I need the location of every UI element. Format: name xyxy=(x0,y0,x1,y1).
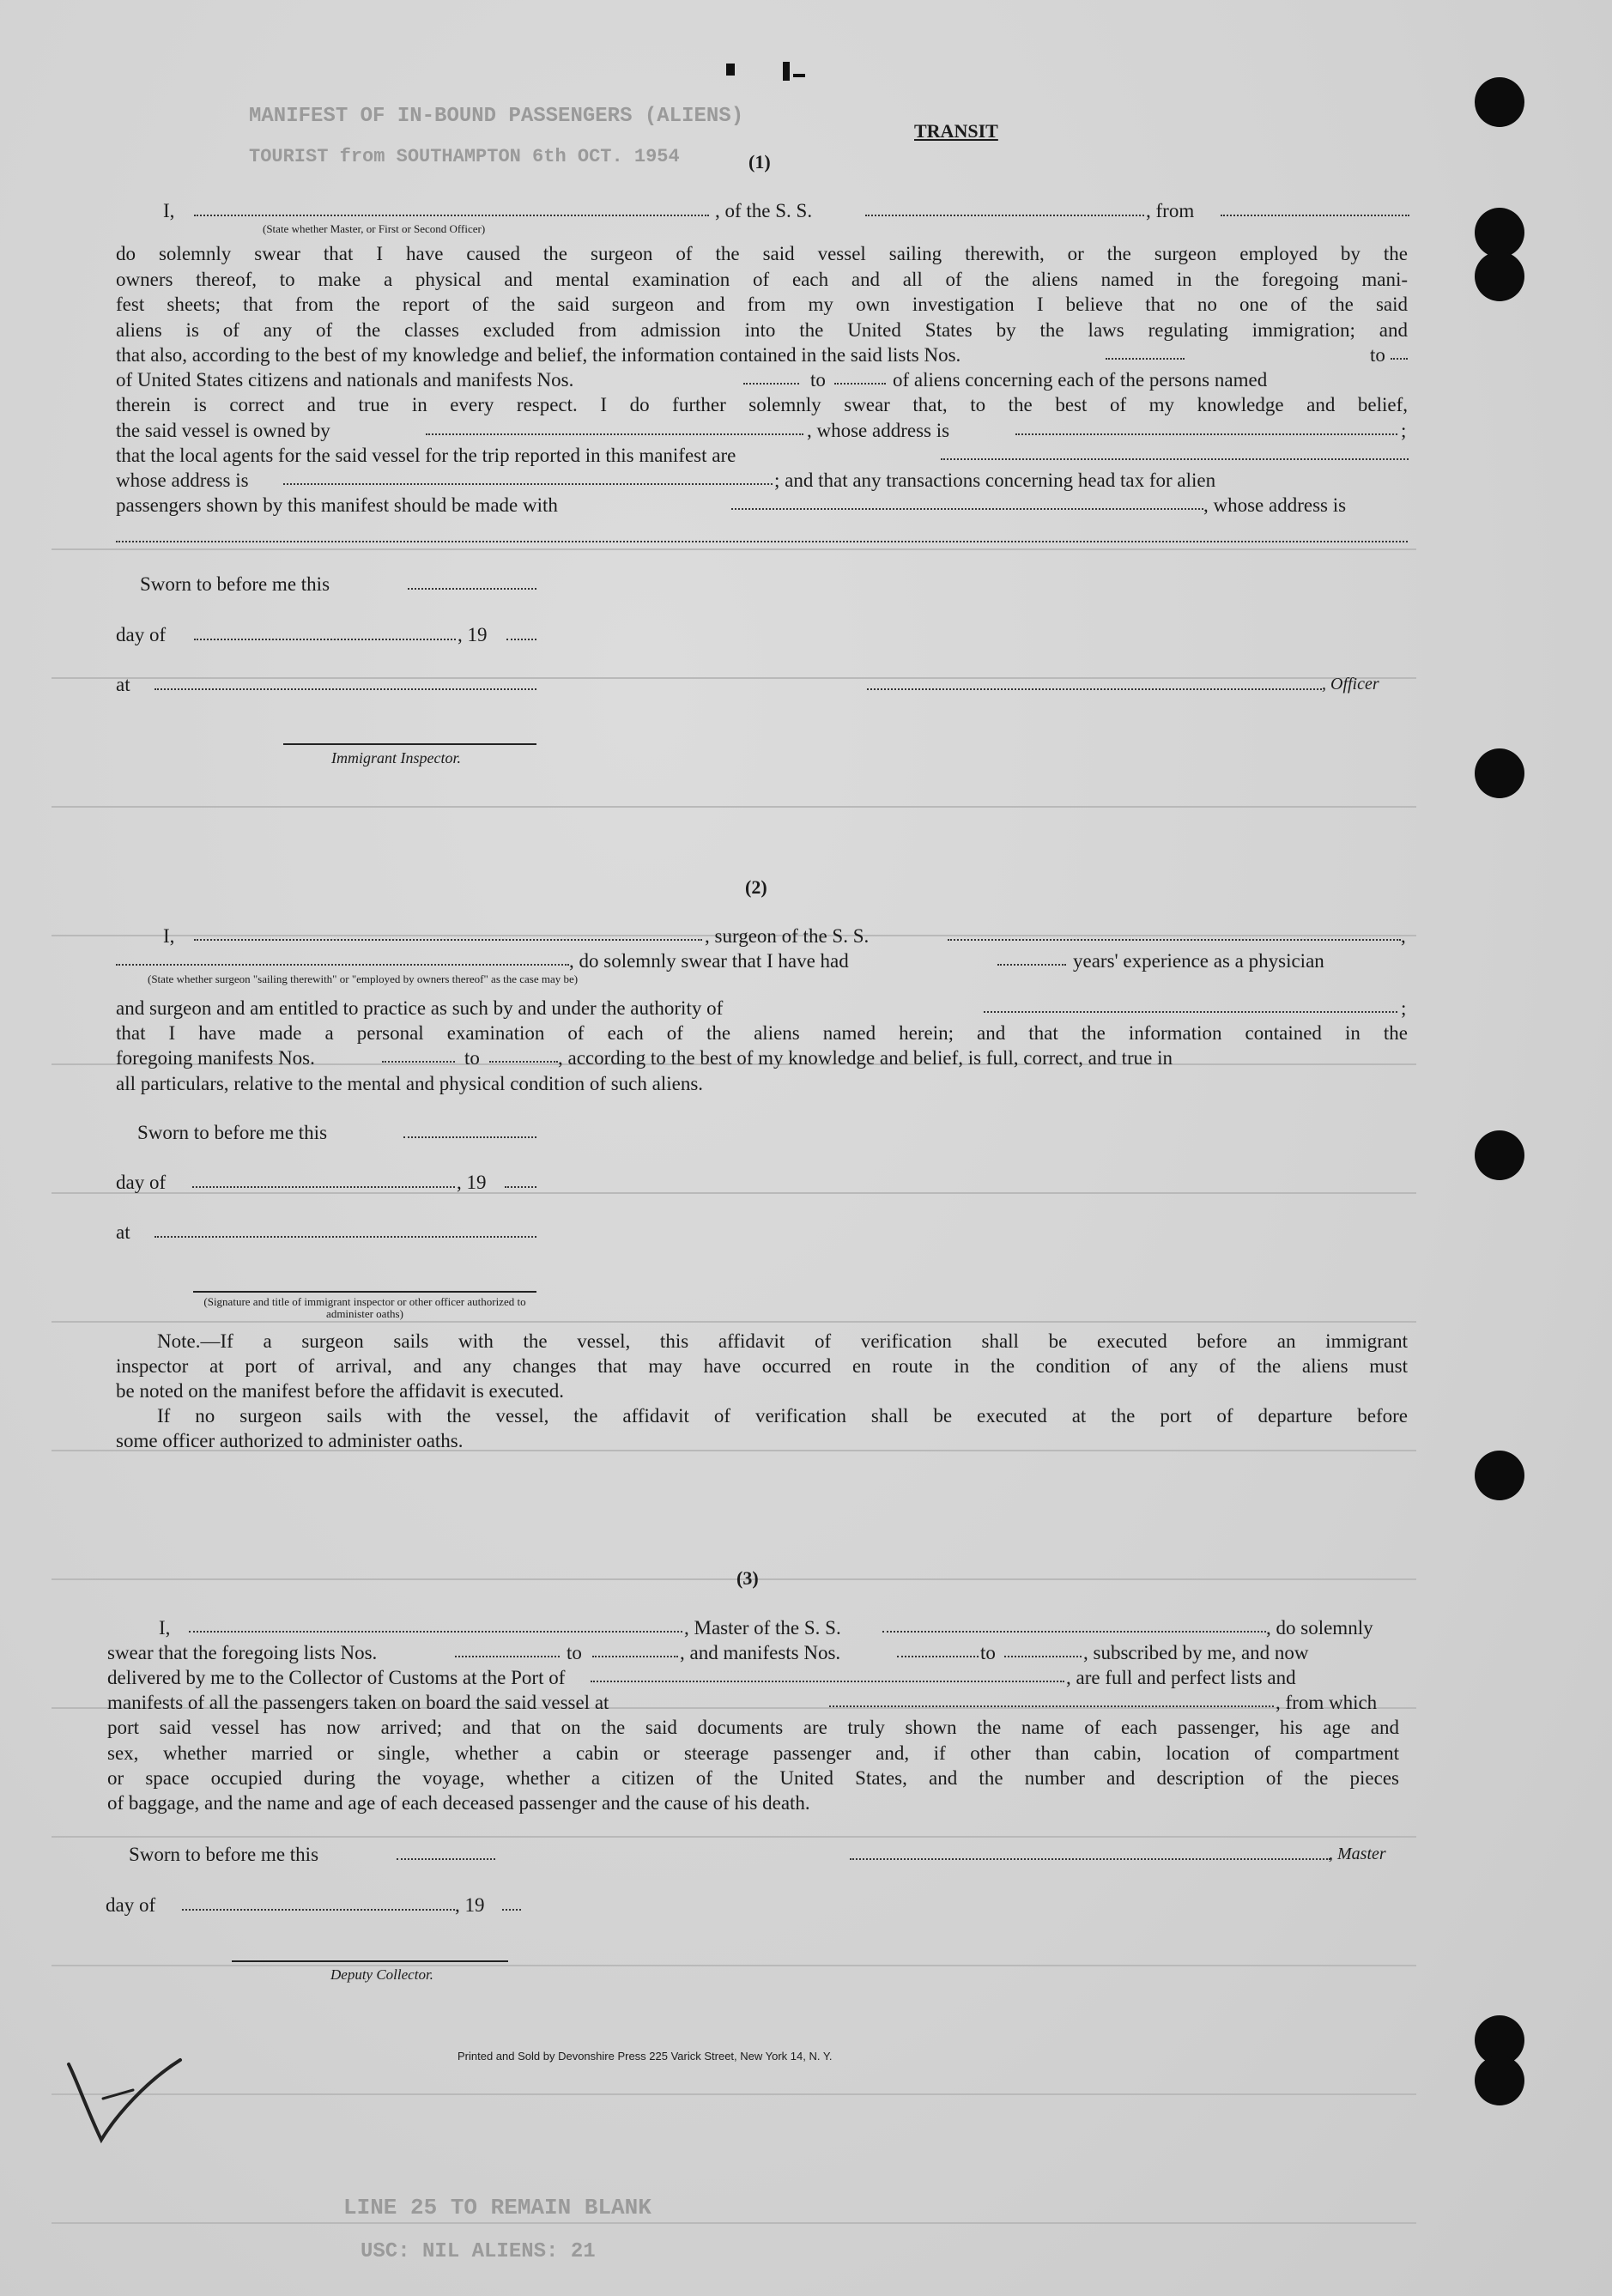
s3-year-field[interactable] xyxy=(502,1909,521,1911)
s1-aliens-concerning: of aliens concerning each of the persons named xyxy=(893,369,1268,391)
s3-body-line: or space occupied during the voyage, whether a citizen of the United States, and the number and description of the pieces xyxy=(107,1767,1399,1789)
punch-hole xyxy=(1475,748,1524,798)
s1-and-that: ; and that any transactions concerning head tax for alien xyxy=(774,469,1216,491)
s1-at-field[interactable] xyxy=(155,688,536,690)
note-line: some officer authorized to administer oaths. xyxy=(116,1430,464,1451)
s2-semicolon: ; xyxy=(1401,997,1407,1019)
faint-subtitle: TOURIST from SOUTHAMPTON 6th OCT. 1954 xyxy=(249,146,680,167)
s2-line2-swear: , do solemnly swear that I have had xyxy=(569,950,849,972)
s2-to: to xyxy=(464,1047,480,1069)
s3-body-last: of baggage, and the name and age of each deceased passenger and the cause of his death. xyxy=(107,1792,810,1814)
transit-stamp: TRANSIT xyxy=(914,120,998,142)
punch-hole xyxy=(1475,208,1524,257)
s3-manifests-from-field[interactable] xyxy=(897,1656,979,1657)
s1-lists-from-field[interactable] xyxy=(1106,358,1185,360)
s2-sworn-day-field[interactable] xyxy=(403,1136,536,1138)
s3-body-line: sex, whether married or single, whether a cabin or steerage passenger and, if other than cabin, location of compartment xyxy=(107,1742,1399,1764)
s2-caption: (State whether surgeon "sailing therewith" or "employed by owners thereof" as the case may be) xyxy=(148,972,579,985)
s1-address-continuation-field[interactable] xyxy=(116,541,1408,542)
s1-agents-line: that the local agents for the said vessel for the trip reported in this manifest are xyxy=(116,445,736,466)
s3-lists-from-field[interactable] xyxy=(455,1656,560,1657)
s3-sworn: Sworn to before me this xyxy=(129,1844,319,1865)
note-line: be noted on the manifest before the affidavit is executed. xyxy=(116,1380,564,1402)
s2-surgeon-field[interactable] xyxy=(194,939,702,941)
s1-whose-address: , whose address is xyxy=(807,420,950,441)
note-line: If no surgeon sails with the vessel, the affidavit of verification shall be executed at the port of departure before xyxy=(157,1405,1408,1427)
s1-to-2: to xyxy=(810,369,826,391)
s3-subscribed: , subscribed by me, and now xyxy=(1083,1642,1309,1663)
s2-manifests-from-field[interactable] xyxy=(382,1061,455,1063)
s3-master: , Master xyxy=(1329,1845,1386,1863)
s1-body-line: aliens is of any of the classes excluded from admission into the United States by the laws regulating immigration; and xyxy=(116,318,1408,341)
s1-whose-address-2: , whose address is xyxy=(1203,494,1347,516)
top-scratch-marks xyxy=(721,58,815,84)
s3-port-field[interactable] xyxy=(591,1681,1064,1682)
s3-collector-port: delivered by me to the Collector of Customs at the Port of xyxy=(107,1667,566,1688)
s1-inspector-caption: Immigrant Inspector. xyxy=(331,749,461,766)
s2-signature-caption: (Signature and title of immigrant inspector or other officer authorized to administer oaths) xyxy=(203,1295,526,1320)
s2-signature-line[interactable] xyxy=(193,1291,536,1293)
s1-body-line: do solemnly swear that I have caused the surgeon of the said vessel sailing therewith, or the surgeon employed by the xyxy=(116,243,1408,264)
s3-port-of-embarkation-field[interactable] xyxy=(829,1705,1274,1707)
section-3-number: (3) xyxy=(736,1567,759,1589)
s3-lists-nos: swear that the foregoing lists Nos. xyxy=(107,1642,378,1663)
s3-body xyxy=(107,1715,1399,1791)
s1-day-of: day of xyxy=(116,624,167,645)
s2-manifests-nos: foregoing manifests Nos. xyxy=(116,1047,315,1069)
punch-hole xyxy=(1475,1130,1524,1180)
s2-body-line: that I have made a personal examination of each of the aliens named herein; and that the information contained in the xyxy=(116,1022,1408,1044)
s2-years-field[interactable] xyxy=(997,964,1066,966)
s1-manifests-from-field[interactable] xyxy=(743,383,799,385)
s1-passengers-line: passengers shown by this manifest should be made with xyxy=(116,494,558,516)
s3-line1-i: I, xyxy=(159,1617,171,1639)
s1-vessel-field[interactable] xyxy=(865,215,1144,216)
s1-headtax-field[interactable] xyxy=(731,508,1203,510)
s2-year-field[interactable] xyxy=(505,1186,536,1188)
s3-line1-ss: , Master of the S. S. xyxy=(684,1617,841,1639)
note-line: Note.—If a surgeon sails with the vessel, this affidavit of verification shall be executed before an immigrant xyxy=(157,1330,1408,1352)
printer-imprint: Printed and Sold by Devonshire Press 225 Varick Street, New York 14, N. Y. xyxy=(458,2050,833,2063)
punch-hole xyxy=(1475,77,1524,127)
s1-owned-by: the said vessel is owned by xyxy=(116,420,330,441)
s2-line1-i: I, xyxy=(163,925,175,947)
s1-sworn-day-field[interactable] xyxy=(408,588,536,590)
s1-lists-to-field[interactable] xyxy=(1391,358,1408,360)
s1-body xyxy=(116,241,1408,342)
s2-line1-ss: , surgeon of the S. S. xyxy=(705,925,870,947)
s1-body-line: therein is correct and true in every respect. I do further solemnly swear that, to the best of my knowledge and belief, xyxy=(116,394,1408,415)
s3-collector-caption: Deputy Collector. xyxy=(330,1966,433,1983)
s3-line1-solemnly: , do solemnly xyxy=(1266,1617,1373,1639)
s1-month-field[interactable] xyxy=(194,639,456,640)
s1-line1-from: , from xyxy=(1146,200,1195,221)
s3-to-2: to xyxy=(980,1642,996,1663)
punch-hole xyxy=(1475,251,1524,301)
punch-hole xyxy=(1475,2056,1524,2105)
s2-month-field[interactable] xyxy=(192,1186,455,1188)
s3-nineteen: , 19 xyxy=(455,1894,485,1916)
s3-collector-signature-line[interactable] xyxy=(232,1960,508,1962)
s1-from-field[interactable] xyxy=(1221,215,1409,216)
s2-authority-field[interactable] xyxy=(984,1011,1397,1013)
s3-vessel-field[interactable] xyxy=(882,1631,1266,1633)
s1-agents-field[interactable] xyxy=(941,458,1409,460)
s1-officer-signature-field[interactable] xyxy=(867,688,1322,690)
section-2-number: (2) xyxy=(745,876,767,898)
faint-bottom-note-2: USC: NIL ALIENS: 21 xyxy=(361,2240,596,2263)
s1-semicolon: ; xyxy=(1401,420,1407,441)
s1-body-line: owners thereof, to make a physical and mental examination of each and all of the aliens named in the foregoing mani- xyxy=(116,268,1408,290)
s1-line1-i: I, xyxy=(163,200,175,221)
s3-to: to xyxy=(567,1642,582,1663)
s1-owner-address-field[interactable] xyxy=(1015,433,1397,435)
s1-at: at xyxy=(116,674,130,695)
s2-at: at xyxy=(116,1221,130,1243)
section-1-number: (1) xyxy=(748,151,771,173)
s3-sworn-day-field[interactable] xyxy=(397,1858,495,1860)
s1-officer-field[interactable] xyxy=(194,215,709,216)
s2-particulars: all particulars, relative to the mental and physical condition of such aliens. xyxy=(116,1073,704,1094)
s1-officer: , Officer xyxy=(1322,675,1379,694)
s2-line2-years: years' experience as a physician xyxy=(1073,950,1324,972)
s1-year-field[interactable] xyxy=(506,639,536,640)
s1-agent-address: whose address is xyxy=(116,469,249,491)
note-line: inspector at port of arrival, and any changes that may have occurred en route in the condition of any of the aliens must xyxy=(116,1355,1408,1377)
s2-day-of: day of xyxy=(116,1172,167,1193)
s2-at-field[interactable] xyxy=(155,1236,536,1238)
punch-hole xyxy=(1475,1451,1524,1500)
s3-lists-to-field[interactable] xyxy=(592,1656,678,1657)
s2-sworn: Sworn to before me this xyxy=(137,1122,328,1143)
s1-lists-line: that also, according to the best of my knowledge and belief, the information contained in the said lists Nos. xyxy=(116,344,961,366)
s1-manifests-line: of United States citizens and nationals and manifests Nos. xyxy=(116,369,574,391)
s2-manifests-to-field[interactable] xyxy=(489,1061,558,1063)
s1-manifests-to-field[interactable] xyxy=(834,383,886,385)
s2-authority: and surgeon and am entitled to practice as such by and under the authority of xyxy=(116,997,724,1019)
s2-body xyxy=(116,1021,1408,1046)
handwritten-check-mark xyxy=(52,2047,197,2154)
s1-sworn: Sworn to before me this xyxy=(140,573,330,595)
s1-agent-address-field[interactable] xyxy=(283,483,773,485)
s1-body-line: fest sheets; that from the report of the said surgeon and from my own investigation I believe that no one of the said xyxy=(116,294,1408,315)
s2-note xyxy=(116,1329,1408,1453)
s3-master-field[interactable] xyxy=(189,1631,682,1633)
faint-bottom-note: LINE 25 TO REMAIN BLANK xyxy=(343,2195,651,2220)
s3-and-manifests: , and manifests Nos. xyxy=(680,1642,841,1663)
s3-day-of: day of xyxy=(106,1894,156,1916)
s1-body-cont xyxy=(116,392,1408,418)
s2-vessel-field[interactable] xyxy=(948,939,1401,941)
s3-taken-on-board: manifests of all the passengers taken on board the said vessel at xyxy=(107,1692,609,1713)
s3-full-perfect: , are full and perfect lists and xyxy=(1066,1667,1296,1688)
s2-according: , according to the best of my knowledge and belief, is full, correct, and true in xyxy=(558,1047,1173,1069)
s1-caption: (State whether Master, or First or Second Officer) xyxy=(263,222,486,235)
s2-comma: , xyxy=(1401,925,1406,947)
s1-line1-ss: , of the S. S. xyxy=(715,200,813,221)
faint-title: MANIFEST OF IN-BOUND PASSENGERS (ALIENS) xyxy=(249,105,744,128)
s2-status-field[interactable] xyxy=(116,964,569,966)
s1-to: to xyxy=(1370,344,1385,366)
s3-month-field[interactable] xyxy=(182,1909,455,1911)
s3-master-signature-field[interactable] xyxy=(850,1858,1330,1860)
s1-nineteen: , 19 xyxy=(458,624,488,645)
s1-inspector-signature-line[interactable] xyxy=(283,743,536,745)
s3-from-which: , from which xyxy=(1276,1692,1378,1713)
s3-manifests-to-field[interactable] xyxy=(1004,1656,1082,1657)
s3-body-line: port said vessel has now arrived; and that on the said documents are truly shown the name of each passenger, his age and xyxy=(107,1717,1399,1738)
s2-nineteen: , 19 xyxy=(457,1172,487,1193)
s1-owner-field[interactable] xyxy=(426,433,803,435)
